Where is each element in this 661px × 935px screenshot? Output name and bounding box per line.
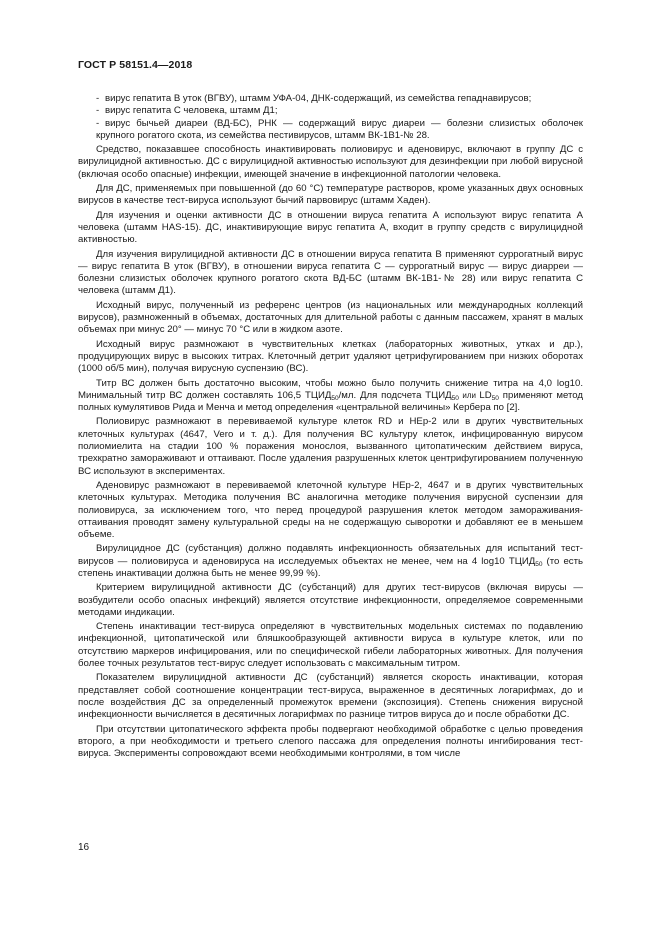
text-run: или [458,390,480,400]
dash-list-item [78,105,583,117]
dash-item-text: вирус гепатита В уток (ВГВУ), штамм УФА-04, ДНК-содержащий, из семейства гепаднавирусов; [105,93,532,104]
paragraph: При отсутствии цитопатического эффекта пробы подвергают необходимой обработке с целью проведения второго, а при необходимости и третьего слепого пассажа для определения полноты ингибирования тест-вируса. Эксперименты сопровождают всеми необходимыми контролями, в том числе [78,723,583,760]
dash-marker: - [96,117,100,129]
subscript: 50 [535,560,543,568]
paragraph-criterion [78,543,583,580]
page-number: 16 [78,842,90,853]
dash-marker: - [96,105,100,117]
paragraph: Для ДС, применяемых при повышенной (до 60 °C) температуре растворов, кроме указанных двух основных вирусов в качестве тест-вируса используют бычий парвовирус (штамм Хаден). [78,183,583,207]
document-body [78,93,583,762]
subscript: 50 [331,394,339,402]
dash-list-item [78,118,583,143]
dash-item-text: вирус гепатита С человека, штамм Д1; [105,105,278,117]
subscript: 50 [451,394,459,402]
paragraph: Для изучения и оценки активности ДС в отношении вируса гепатита А используют вирус гепатита А человека (штамм HAS-15). ДС, инактивирующие вирус гепатита А, входит в группу средств с вирулицидной активностью. [78,209,583,246]
text-run: Титр ВС должен быть достаточно высоким, чтобы можно было получить снижение титра на 4,0 log10. Минимальный титр ВС должен составлять 106,5 ТЦИД [78,377,583,401]
subscript: 50 [491,394,499,402]
paragraph-titer [78,378,583,415]
text-run: (то есть степень инактивации должна быть не менее 99,99 %). [78,555,583,579]
standard-header: ГОСТ Р 58151.4—2018 [78,59,193,71]
paragraph: Для изучения вирулицидной активности ДС в отношении вируса гепатита В применяют суррогатный вирус — вирус гепатита В уток (ВГВУ), в отношении вируса гепатита С — суррогатный вирус — вирус диарреи — болезни слизистых оболочек крупного рогатого скота ВД-БС (штамм ВК-1В1-№ 28) или вирус гепатита С человека (штамм Д1). [78,248,583,297]
paragraph: Аденовирус размножают в перевиваемой клеточной культуре НЕр-2, 4647 и в других чувствительных клеточных культурах. Методика получения ВС аналогична методике получения вирусной суспензии для полиовируса, за исключением того, что перед процедурой разрушения клеток методом замораживания-оттаивания проводят замену культуральной среды на не содержащую сыворотки и добавляют ее в меньшем объеме. [78,479,583,541]
paragraph: Критерием вирулицидной активности ДС (субстанций) для других тест-вирусов (включая вирусы — возбудители особо опасных инфекций) является отсутствие инфекционности, определяемое современными методами индикации. [78,582,583,618]
text-run: LD [479,389,492,401]
dash-list-item [78,93,583,105]
dash-marker: - [96,93,100,104]
text-run: применяют метод полных кумулятивов Рида и Менча и метод определения «центральной величины» Кербера по [2]. [78,389,583,414]
paragraph: Исходный вирус размножают в чувствительных клетках (лабораторных животных, утках и др.), продуцирующих вирус в высоких титрах. Клеточный детрит удаляют цетрифугированием при низких оборотах (1000 об/5 мин), получая вирусную суспензию (ВС). [78,338,583,375]
paragraph: Средство, показавшее способность инактивировать полиовирус и аденовирус, включают в группу ДС с вирулицидной активностью. ДС с вирулицидной активностью используют для дезинфекции при любой вирусной (включая особо опасные) инфекции, имеющей значение в инфекционной патологии человека. [78,144,583,180]
paragraph: Степень инактивации тест-вируса определяют в чувствительных модельных системах по подавлению инфекционной, цитопатической или бляшкообразующей активности вируса в культуре клеток, или по отсутствию маркеров инфицирования, или по специфической гибели лабораторных животных. Для получения более точных результатов тест-вирус следует использовать с максимальным титром. [78,621,583,670]
paragraph: Полиовирус размножают в перевиваемой культуре клеток RD и НЕр-2 или в других чувствительных клеточных культурах (4647, Vero и т. д.). Для получения ВС культуру клеток, инфицированную вирусом полиомиелита на стадии 100 % поражения монослоя, вызванного цитопатическим действием вируса, трехкратно замораживают и оттаивают. После удаления разрушенных клеток центрифугированием полученную ВС используют в экспериментах. [78,416,583,477]
text-run: Вирулицидное ДС (субстанция) должно подавлять инфекционность обязательных для испытаний тест-вирусов — полиовируса и аденовируса на исследуемых объектах не менее, чем на 4 log10 ТЦИД [78,543,583,567]
paragraph: Исходный вирус, полученный из референс центров (из национальных или международных коллекций вирусов), размноженный в объемах, достаточных для длительной работы с данным пассажем, хранят в малых объемах при минус 20° — минус 70 °C или в жидком азоте. [78,299,583,336]
text-run: /мл. Для подсчета ТЦИД [338,389,452,401]
dash-item-text: вирус бычьей диареи (ВД-БС), РНК — содержащий вирус диареи — болезни слизистых оболочек крупного рогатого скота, из семейства пестивирусов, штамм ВК-1В1-№ 28. [96,117,583,141]
paragraph: Показателем вирулицидной активности ДС (субстанций) является скорость инактивации, которая представляет собой соотношение концентрации тест-вируса, выраженное в десятичных логарифмах, до и после воздействия ДС за определенный промежуток времени (экспозиция). Степень снижения вирусной инфекционности вычисляется в десятичных логарифмах по разнице титров вируса до и после обработки ДС. [78,672,583,721]
